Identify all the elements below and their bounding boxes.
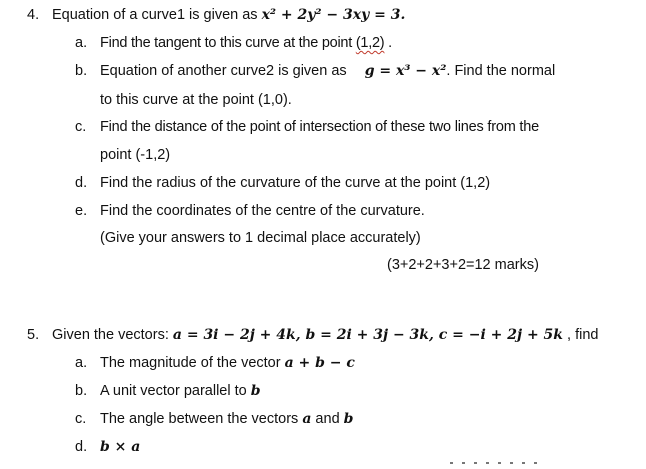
q4-item-a-text-after: .	[384, 35, 392, 51]
q5-item-b-math: b	[250, 383, 261, 399]
question-5-number: 5.	[27, 327, 40, 343]
q4-item-b-letter: b.	[75, 63, 88, 79]
question-5-intro-text: Given the vectors:	[52, 327, 173, 343]
q4-item-d-letter: d.	[75, 175, 88, 191]
q4-item-b-text: Equation of another curve2 is given as	[100, 63, 351, 79]
q4-item-b-continuation: to this curve at the point (1,0).	[100, 92, 292, 108]
q5-item-d-letter: d.	[75, 439, 88, 455]
curve1-equation: x² + 2y² − 3xy = 3.	[261, 7, 406, 23]
vectors-definition: a = 3i − 2j + 4k, b = 2i + 3j − 3k, c = −i + 2j + 5k	[172, 327, 563, 343]
q4-item-a	[100, 34, 392, 52]
q4-item-e-continuation: (Give your answers to 1 decimal place accurately)	[100, 230, 421, 246]
question-4-number: 4.	[27, 7, 40, 23]
q5-item-c-text: The angle between the vectors	[100, 411, 303, 427]
q5-item-a-math: a + b − c	[284, 355, 355, 371]
q5-item-b-text: A unit vector parallel to	[100, 383, 251, 399]
q4-item-b-text-after: . Find the normal	[446, 63, 556, 79]
q5-item-c-math-a: a	[302, 411, 312, 427]
q4-item-e-letter: e.	[75, 203, 88, 219]
q5-item-d	[100, 438, 140, 456]
question-5-intro-after: , find	[563, 327, 599, 343]
q5-item-c	[100, 410, 353, 428]
q5-item-c-math-b: b	[343, 411, 354, 427]
cut-off-text-fragment	[450, 462, 570, 469]
question-4-intro-text: Equation of a curve1 is given as	[52, 7, 262, 23]
q5-item-a	[100, 354, 355, 372]
q4-item-a-letter: a.	[75, 35, 88, 51]
q5-item-c-letter: c.	[75, 411, 87, 427]
q5-item-a-letter: a.	[75, 355, 88, 371]
q4-item-b	[100, 62, 555, 80]
q4-marks: (3+2+2+3+2=12 marks)	[387, 257, 539, 273]
q4-item-a-text: Find the tangent to this curve at the point	[100, 35, 356, 51]
q5-item-d-math: b × a	[100, 439, 141, 455]
question-5-intro	[52, 326, 598, 344]
q4-item-c: Find the distance of the point of intersection of these two lines from the	[100, 119, 539, 135]
q4-item-c-letter: c.	[75, 119, 87, 135]
q5-item-b	[100, 382, 261, 400]
q4-item-c-continuation: point (-1,2)	[100, 147, 171, 163]
question-4-intro	[52, 6, 405, 24]
q5-item-a-text: The magnitude of the vector	[100, 355, 285, 371]
q4-item-a-point: (1,2)	[355, 35, 385, 51]
curve2-equation: g = x³ − x²	[364, 63, 447, 79]
q5-item-c-text-mid: and	[311, 411, 344, 427]
q4-item-e: Find the coordinates of the centre of the curvature.	[100, 203, 425, 219]
q5-item-b-letter: b.	[75, 383, 88, 399]
q4-item-d: Find the radius of the curvature of the curve at the point (1,2)	[100, 175, 491, 191]
